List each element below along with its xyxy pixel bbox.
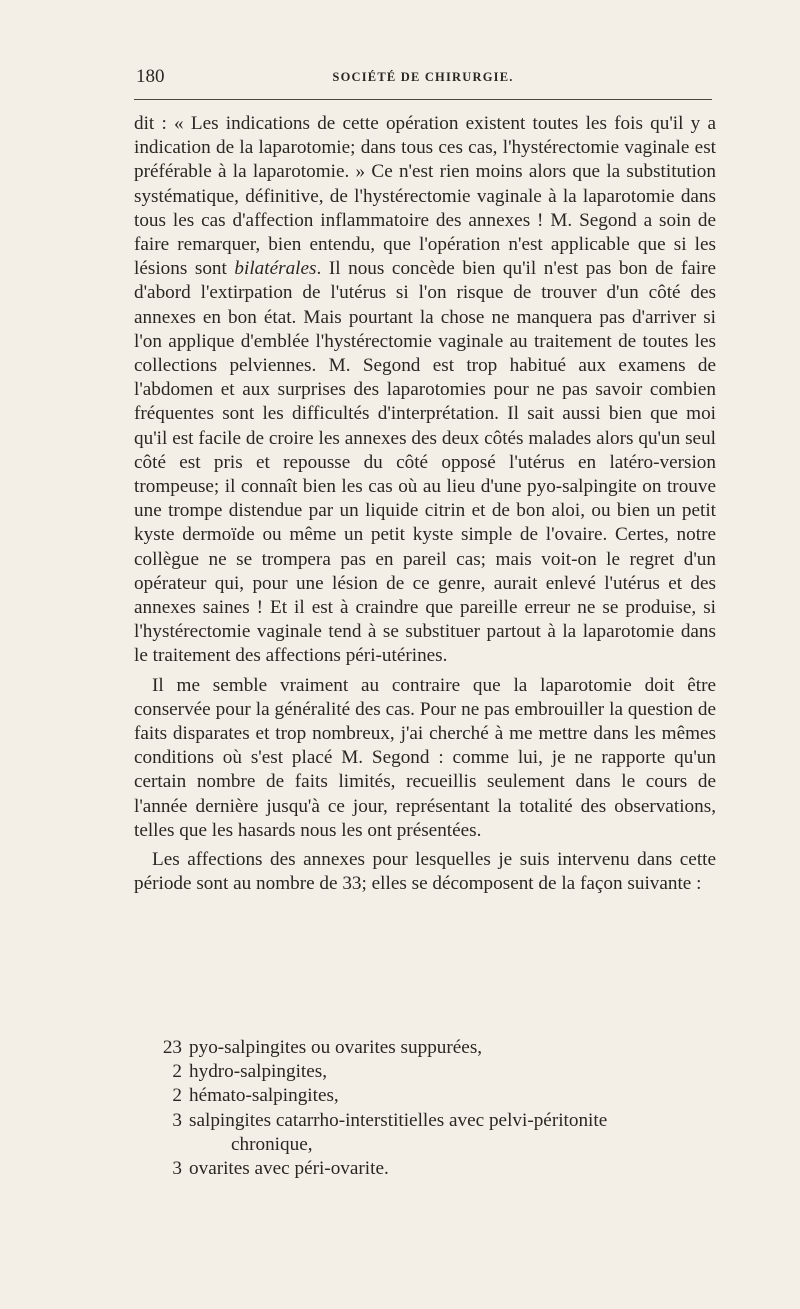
case-label: pyo-salpingites ou ovarites suppurées, <box>189 1037 483 1058</box>
case-label: salpingites catarrho-interstitielles avec pelvi-péritonite <box>189 1109 608 1131</box>
running-head: SOCIÉTÉ DE CHIRURGIE. <box>332 70 514 84</box>
paragraph-text: . Il nous concède bien qu'il n'est pas bon de faire d'abord l'extirpation de l'utérus si l'on risque de trouver d'un côté des annexes en bon état. Mais pourtant la chose ne manquera pas d'arriver si l'on applique d'emblée l'hystérectomie vaginale au traitement de toutes les collections pelviennes. M. Segond est trop habitué aux examens de l'abdomen et aux surprises des laparotomies pour ne pas savoir combien fréquentes sont les difficultés d'interprétation. Il sait aussi bien que moi qu'il est facile de croire les annexes des deux côtés malades alors qu'un seul côté est pris et repousse du côté opposé l'utérus en latéro-version trompeuse; il connaît bien les cas où au lieu d'une pyo-salpingite on trouve une trompe distendue par un liquide citrin et de bon aloi, ou bien un petit kyste dermoïde ou même un petit kyste simple de l'ovaire. Certes, notre collègue ne se trompera pas en pareil cas; mais voit-on le regret d'un opérateur qui, pour une lésion de ce genre, aurait enlevé l'utérus et des annexes saines ! Et il est à craindre que pareille erreur ne se produise, si l'hystérectomie vaginale tend à se substituer partout à la laparotomie dans le traitement des affections péri-utérines. <box>134 258 716 667</box>
case-label: hydro-salpingites, <box>189 1061 328 1083</box>
emphasis-text: bilatérales <box>234 258 317 280</box>
page-header <box>134 66 712 90</box>
paragraph: Les affections des annexes pour lesquelles je suis intervenu dans cette période sont au nombre de 33; elles se décomposent de la façon suivante : <box>134 849 716 895</box>
list-item <box>160 1157 720 1181</box>
case-list <box>160 1036 720 1181</box>
list-item <box>160 1036 720 1060</box>
list-item <box>160 1084 720 1108</box>
paragraph: Il me semble vraiment au contraire que la laparotomie doit être conservée pour la généralité des cas. Pour ne pas embrouiller la question de faits disparates et trop nombreux, j'ai cherché à me mettre dans les mêmes conditions où s'est placé M. Segond : comme lui, je ne rapporte qu'un certain nombre de faits limités, recueillis seulement dans le cours de l'année dernière jusqu'à ce jour, représentant la totalité des observations, telles que les hasards nous les ont présentées. <box>134 674 716 841</box>
page-number: 180 <box>136 66 165 87</box>
case-label: hémato-salpingites, <box>189 1085 339 1107</box>
case-count: 2 <box>172 1061 182 1083</box>
header-rule <box>134 99 712 100</box>
list-item <box>160 1109 720 1157</box>
case-count: 3 <box>172 1158 182 1180</box>
paragraph <box>134 112 716 669</box>
paragraph-text: dit : « Les indications de cette opération existent toutes les fois qu'il y a indication de la laparotomie; dans tous ces cas, l'hystérectomie vaginale est préférable à la laparotomie. » Ce n'est rien moins alors que la substitution systématique, définitive, de l'hystérectomie vaginale à la laparotomie dans tous les cas d'affection inflammatoire des annexes ! M. Segond a soin de faire remarquer, bien entendu, que l'opération n'est applicable que si les lésions sont <box>134 113 716 280</box>
body-text <box>134 112 716 897</box>
case-count: 2 <box>172 1085 182 1107</box>
list-item <box>160 1060 720 1084</box>
case-count: 3 <box>172 1109 182 1131</box>
case-label-continuation: chronique, <box>231 1133 313 1155</box>
case-label: ovarites avec péri-ovarite. <box>189 1158 389 1180</box>
case-count: 23 <box>162 1037 182 1058</box>
